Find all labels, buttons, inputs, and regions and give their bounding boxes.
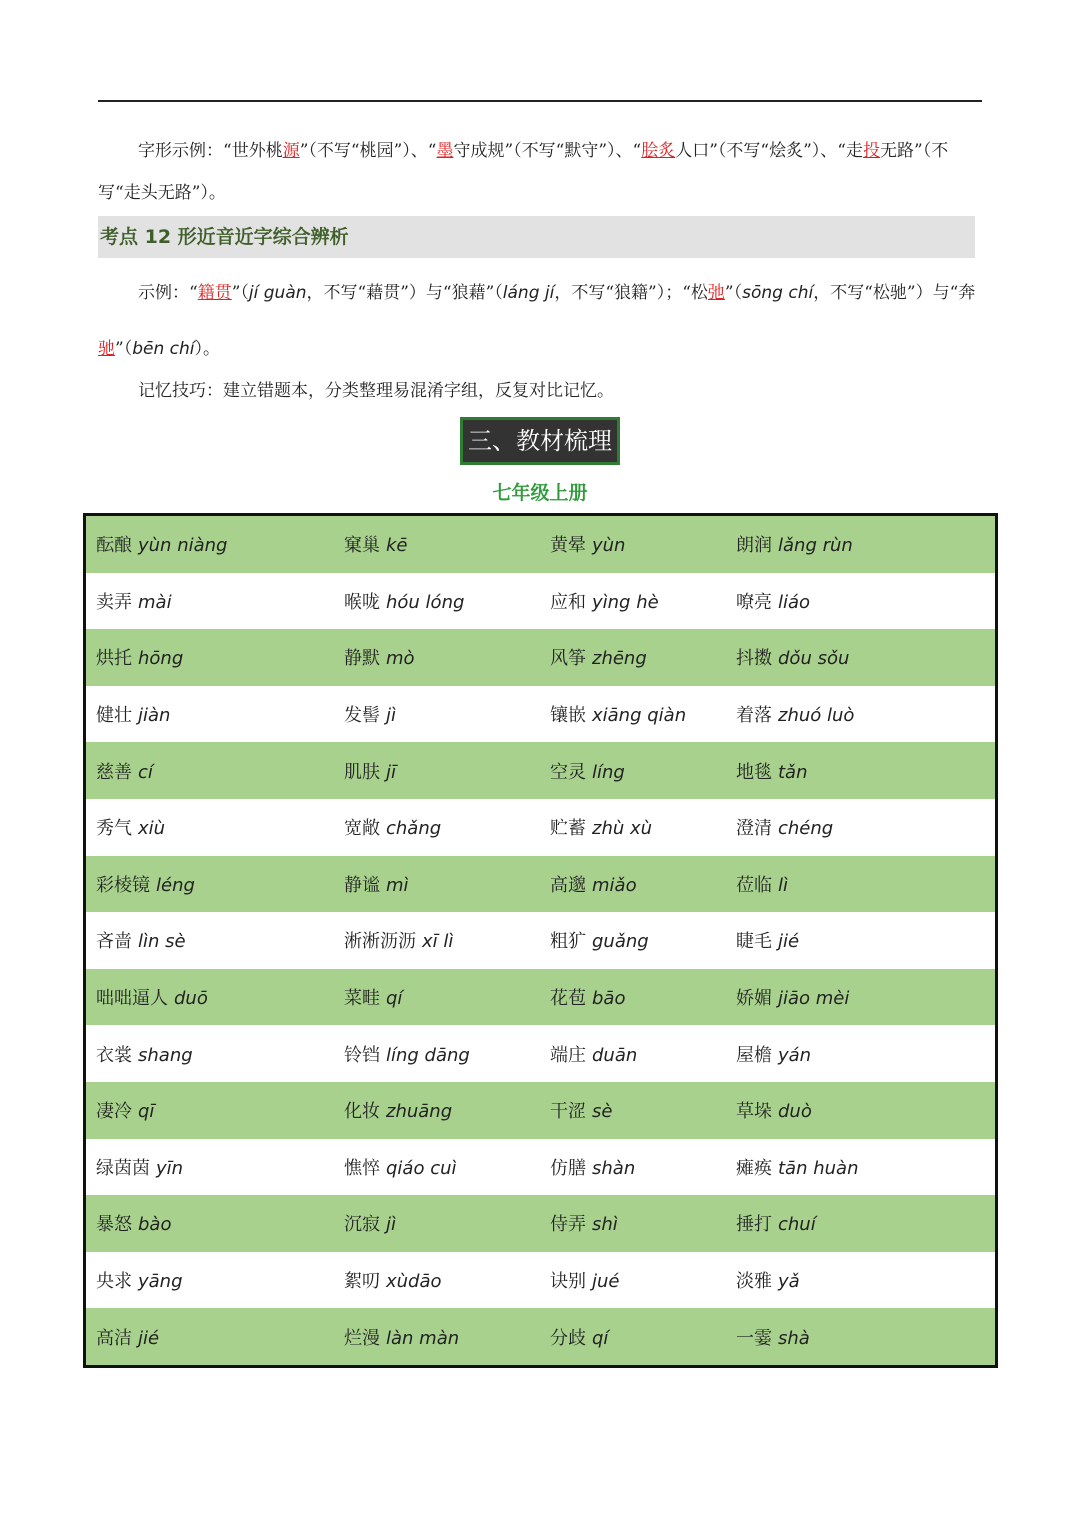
vocab-pinyin: sè	[592, 1101, 613, 1123]
vocab-pinyin: qiáo cuì	[386, 1157, 457, 1179]
vocab-cell	[726, 799, 997, 856]
vocab-pinyin: mài	[138, 591, 172, 613]
vocab-cell	[726, 629, 997, 686]
vocab-word: 睫毛	[736, 931, 772, 953]
vocab-pinyin: jué	[592, 1271, 620, 1293]
vocab-pinyin: kē	[386, 535, 408, 557]
vocab-pinyin: mì	[386, 874, 409, 896]
vocab-cell	[85, 1139, 335, 1196]
exam-point-heading: 考点 12 形近音近字综合辨析	[98, 216, 975, 258]
vocab-pinyin: jiàn	[138, 705, 171, 727]
example-text: ”（	[115, 339, 133, 359]
example-text: ，不写“藉贯”）与“狼藉”（	[306, 283, 503, 303]
vocab-cell	[85, 1025, 335, 1082]
vocab-word: 静默	[344, 648, 380, 670]
vocab-word: 央求	[96, 1271, 132, 1293]
vocab-word: 端庄	[550, 1044, 586, 1066]
vocab-word: 静谧	[344, 874, 380, 896]
vocab-pinyin: yīn	[156, 1157, 184, 1179]
vocab-pinyin: líng	[592, 761, 625, 783]
vocab-word: 卖弄	[96, 591, 132, 613]
vocab-cell	[726, 573, 997, 630]
table-row	[85, 912, 997, 969]
vocab-word: 干涩	[550, 1101, 586, 1123]
vocab-cell	[334, 1082, 540, 1139]
vocab-cell	[540, 799, 726, 856]
vocab-cell	[540, 629, 726, 686]
highlight-char: 籍贯	[197, 283, 232, 303]
table-row	[85, 573, 997, 630]
vocab-word: 絮叨	[344, 1271, 380, 1293]
vocab-pinyin: zhēng	[592, 648, 647, 670]
vocab-pinyin: duān	[592, 1044, 638, 1066]
vocab-pinyin: zhuāng	[386, 1101, 453, 1123]
vocab-cell	[540, 742, 726, 799]
glyph-example-paragraph	[98, 130, 982, 214]
vocab-pinyin: qí	[592, 1327, 609, 1349]
vocab-word: 宽敞	[344, 818, 380, 840]
vocab-cell	[334, 799, 540, 856]
vocab-pinyin: chéng	[778, 818, 834, 840]
vocab-cell	[334, 515, 540, 573]
vocab-pinyin: qí	[386, 988, 403, 1010]
vocab-cell	[334, 969, 540, 1026]
vocab-word: 高洁	[96, 1327, 132, 1349]
vocab-word: 慈善	[96, 761, 132, 783]
vocab-word: 烘托	[96, 648, 132, 670]
vocab-cell	[85, 515, 335, 573]
vocab-pinyin: xiāng qiàn	[592, 705, 687, 727]
vocab-pinyin: tān huàn	[778, 1157, 859, 1179]
vocab-word: 绿茵茵	[96, 1157, 150, 1179]
vocab-word: 诀别	[550, 1271, 586, 1293]
highlight-char: 脍炙	[641, 141, 676, 161]
vocab-pinyin: jì	[386, 1214, 397, 1236]
vocab-pinyin: hóu lóng	[386, 591, 465, 613]
vocab-cell	[726, 912, 997, 969]
table-row	[85, 515, 997, 573]
vocab-cell	[334, 742, 540, 799]
example-text: 守成规”（不写“默守”）、“	[453, 141, 642, 161]
vocab-pinyin: xiù	[138, 818, 166, 840]
vocab-pinyin: lǎng rùn	[778, 535, 853, 557]
table-row	[85, 799, 997, 856]
vocab-pinyin: yāng	[138, 1271, 183, 1293]
example-text: ”（	[231, 283, 249, 303]
vocab-pinyin: miǎo	[592, 874, 637, 896]
vocab-cell	[334, 1252, 540, 1309]
vocab-cell	[540, 969, 726, 1026]
vocab-pinyin: liáo	[778, 591, 811, 613]
table-row	[85, 629, 997, 686]
vocab-pinyin: làn màn	[386, 1327, 460, 1349]
vocab-word: 淡雅	[736, 1271, 772, 1293]
pinyin: jí guàn	[248, 283, 307, 303]
vocab-word: 抖擞	[736, 648, 772, 670]
vocab-pinyin: duō	[174, 988, 208, 1010]
vocab-word: 侍弄	[550, 1214, 586, 1236]
vocab-pinyin: lì	[778, 874, 789, 896]
vocab-pinyin: shang	[138, 1044, 193, 1066]
vocab-cell	[85, 969, 335, 1026]
table-row	[85, 1082, 997, 1139]
vocab-pinyin: zhù xù	[592, 818, 653, 840]
vocab-cell	[85, 1082, 335, 1139]
vocab-word: 淅淅沥沥	[344, 931, 416, 953]
vocab-cell	[85, 686, 335, 743]
vocab-pinyin: xùdāo	[386, 1271, 442, 1293]
vocab-word: 瘫痪	[736, 1157, 772, 1179]
vocab-cell	[540, 1308, 726, 1366]
vocab-pinyin: guǎng	[592, 931, 649, 953]
vocab-word: 捶打	[736, 1214, 772, 1236]
vocab-pinyin: jī	[386, 761, 397, 783]
example-text: ，不写“狼籍”）；“松	[554, 283, 708, 303]
example-label: 字形示例：	[138, 141, 223, 161]
vocab-pinyin: jié	[778, 931, 800, 953]
table-row	[85, 856, 997, 913]
vocab-word: 沉寂	[344, 1214, 380, 1236]
vocab-cell	[540, 686, 726, 743]
vocab-word: 发髻	[344, 705, 380, 727]
example-text: “	[189, 283, 198, 303]
vocab-cell	[334, 1308, 540, 1366]
vocab-word: 肌肤	[344, 761, 380, 783]
table-row	[85, 1025, 997, 1082]
vocab-cell	[85, 1252, 335, 1309]
vocab-cell	[726, 1308, 997, 1366]
vocab-word: 吝啬	[96, 931, 132, 953]
vocab-cell	[334, 856, 540, 913]
vocab-word: 化妆	[344, 1101, 380, 1123]
vocab-cell	[334, 686, 540, 743]
vocab-word: 烂漫	[344, 1327, 380, 1349]
highlight-char: 投	[863, 141, 880, 161]
vocab-cell	[540, 1082, 726, 1139]
vocab-word: 贮蓄	[550, 818, 586, 840]
table-row	[85, 1139, 997, 1196]
vocab-cell	[334, 1025, 540, 1082]
highlight-char: 源	[282, 141, 300, 161]
vocab-cell	[540, 856, 726, 913]
vocab-word: 澄清	[736, 818, 772, 840]
vocab-cell	[540, 515, 726, 573]
memory-tip-paragraph	[98, 370, 982, 412]
grade-subtitle: 七年级上册	[492, 482, 588, 504]
highlight-char: 驰	[98, 339, 115, 359]
vocab-word: 黄晕	[550, 535, 586, 557]
pinyin: láng jí	[502, 283, 555, 303]
example-label: 示例：	[138, 283, 189, 303]
vocab-word: 嘹亮	[736, 591, 772, 613]
vocab-pinyin: bào	[138, 1214, 172, 1236]
vocab-pinyin: chǎng	[386, 818, 442, 840]
vocab-cell	[726, 1082, 997, 1139]
vocab-cell	[540, 1139, 726, 1196]
vocab-word: 粗犷	[550, 931, 586, 953]
vocab-pinyin: dǒu sǒu	[778, 648, 850, 670]
vocab-word: 咄咄逼人	[96, 988, 168, 1010]
vocab-cell	[85, 573, 335, 630]
vocab-cell	[540, 1195, 726, 1252]
example-text: ）。	[194, 339, 220, 359]
vocab-pinyin: mò	[386, 648, 415, 670]
vocab-pinyin: líng dāng	[386, 1044, 470, 1066]
table-row	[85, 1308, 997, 1366]
highlight-char: 弛	[707, 283, 725, 303]
vocab-word: 高邈	[550, 874, 586, 896]
table-row	[85, 969, 997, 1026]
vocab-pinyin: lìn sè	[138, 931, 186, 953]
vocab-word: 朗润	[736, 535, 772, 557]
vocab-cell	[334, 1139, 540, 1196]
table-row	[85, 1252, 997, 1309]
vocab-pinyin: tǎn	[778, 761, 808, 783]
vocab-cell	[334, 912, 540, 969]
vocab-pinyin: yǎ	[778, 1271, 800, 1293]
vocab-pinyin: yìng hè	[592, 591, 659, 613]
example-text: ，不写“松驰”）与“奔	[813, 283, 976, 303]
vocab-cell	[334, 629, 540, 686]
vocab-cell	[726, 686, 997, 743]
vocab-pinyin: hōng	[138, 648, 184, 670]
vocab-cell	[85, 799, 335, 856]
vocab-word: 窠巢	[344, 535, 380, 557]
vocab-pinyin: duò	[778, 1101, 812, 1123]
example-text: 无路”（不写“走头无路”）。	[98, 141, 949, 203]
vocab-word: 屋檐	[736, 1044, 772, 1066]
vocab-cell	[85, 912, 335, 969]
vocab-word: 彩棱镜	[96, 874, 150, 896]
vocab-word: 秀气	[96, 818, 132, 840]
example-text: 人口”（不写“烩炙”）、“走	[675, 141, 863, 161]
vocab-cell	[85, 1308, 335, 1366]
vocab-pinyin: jì	[386, 705, 397, 727]
vocab-pinyin: qī	[138, 1101, 155, 1123]
vocab-word: 着落	[736, 705, 772, 727]
table-row	[85, 1195, 997, 1252]
vocab-pinyin: yùn	[592, 535, 626, 557]
vocabulary-table-body	[85, 515, 997, 1367]
vocab-word: 一霎	[736, 1327, 772, 1349]
memory-tip-text: 建立错题本，分类整理易混淆字组，反复对比记忆。	[223, 381, 614, 401]
vocab-word: 菜畦	[344, 988, 380, 1010]
vocab-pinyin: shì	[592, 1214, 618, 1236]
vocab-word: 喉咙	[344, 591, 380, 613]
vocab-word: 娇媚	[736, 988, 772, 1010]
vocab-cell	[334, 1195, 540, 1252]
example-paragraph	[98, 265, 982, 377]
vocabulary-table	[83, 513, 998, 1368]
vocab-cell	[85, 856, 335, 913]
pinyin: sōng chí	[742, 283, 814, 303]
vocab-cell	[85, 629, 335, 686]
vocab-cell	[540, 912, 726, 969]
vocab-cell	[540, 573, 726, 630]
vocab-cell	[540, 1252, 726, 1309]
pinyin: bēn chí	[132, 339, 195, 359]
example-text: ”（不写“桃园”）、“	[299, 141, 437, 161]
vocab-word: 地毯	[736, 761, 772, 783]
vocab-pinyin: xī lì	[422, 931, 454, 953]
example-text: “世外桃	[223, 141, 283, 161]
vocab-cell	[726, 856, 997, 913]
vocab-pinyin: chuí	[778, 1214, 816, 1236]
header-rule	[98, 100, 982, 102]
example-text: ”（	[724, 283, 743, 303]
vocab-cell	[726, 515, 997, 573]
vocab-pinyin: yùn niàng	[138, 535, 228, 557]
vocab-word: 草垛	[736, 1101, 772, 1123]
vocab-pinyin: yán	[778, 1044, 812, 1066]
vocab-word: 仿膳	[550, 1157, 586, 1179]
vocab-word: 憔悴	[344, 1157, 380, 1179]
table-row	[85, 742, 997, 799]
highlight-char: 墨	[436, 141, 454, 161]
vocab-cell	[726, 1139, 997, 1196]
vocab-pinyin: shà	[778, 1327, 810, 1349]
vocab-word: 空灵	[550, 761, 586, 783]
vocab-cell	[726, 969, 997, 1026]
vocab-word: 铃铛	[344, 1044, 380, 1066]
vocab-word: 花苞	[550, 988, 586, 1010]
vocab-word: 健壮	[96, 705, 132, 727]
vocab-cell	[726, 1195, 997, 1252]
vocab-cell	[85, 742, 335, 799]
vocab-cell	[726, 742, 997, 799]
vocab-word: 凄冷	[96, 1101, 132, 1123]
vocab-word: 风筝	[550, 648, 586, 670]
vocab-pinyin: zhuó luò	[778, 705, 855, 727]
vocab-cell	[540, 1025, 726, 1082]
vocab-pinyin: jiāo mèi	[778, 988, 850, 1010]
vocab-pinyin: jié	[138, 1327, 160, 1349]
vocab-cell	[726, 1252, 997, 1309]
vocab-word: 衣裳	[96, 1044, 132, 1066]
vocab-cell	[85, 1195, 335, 1252]
vocab-word: 镶嵌	[550, 705, 586, 727]
vocab-cell	[334, 573, 540, 630]
vocab-pinyin: bāo	[592, 988, 626, 1010]
vocab-word: 莅临	[736, 874, 772, 896]
vocab-word: 暴怒	[96, 1214, 132, 1236]
section-title: 三、教材梳理	[460, 417, 620, 465]
vocab-cell	[726, 1025, 997, 1082]
vocab-pinyin: cí	[138, 761, 153, 783]
table-row	[85, 686, 997, 743]
vocab-pinyin: léng	[156, 874, 195, 896]
memory-tip-label: 记忆技巧：	[138, 381, 223, 401]
vocab-word: 分歧	[550, 1327, 586, 1349]
vocab-pinyin: shàn	[592, 1157, 636, 1179]
vocab-word: 酝酿	[96, 535, 132, 557]
vocab-word: 应和	[550, 591, 586, 613]
